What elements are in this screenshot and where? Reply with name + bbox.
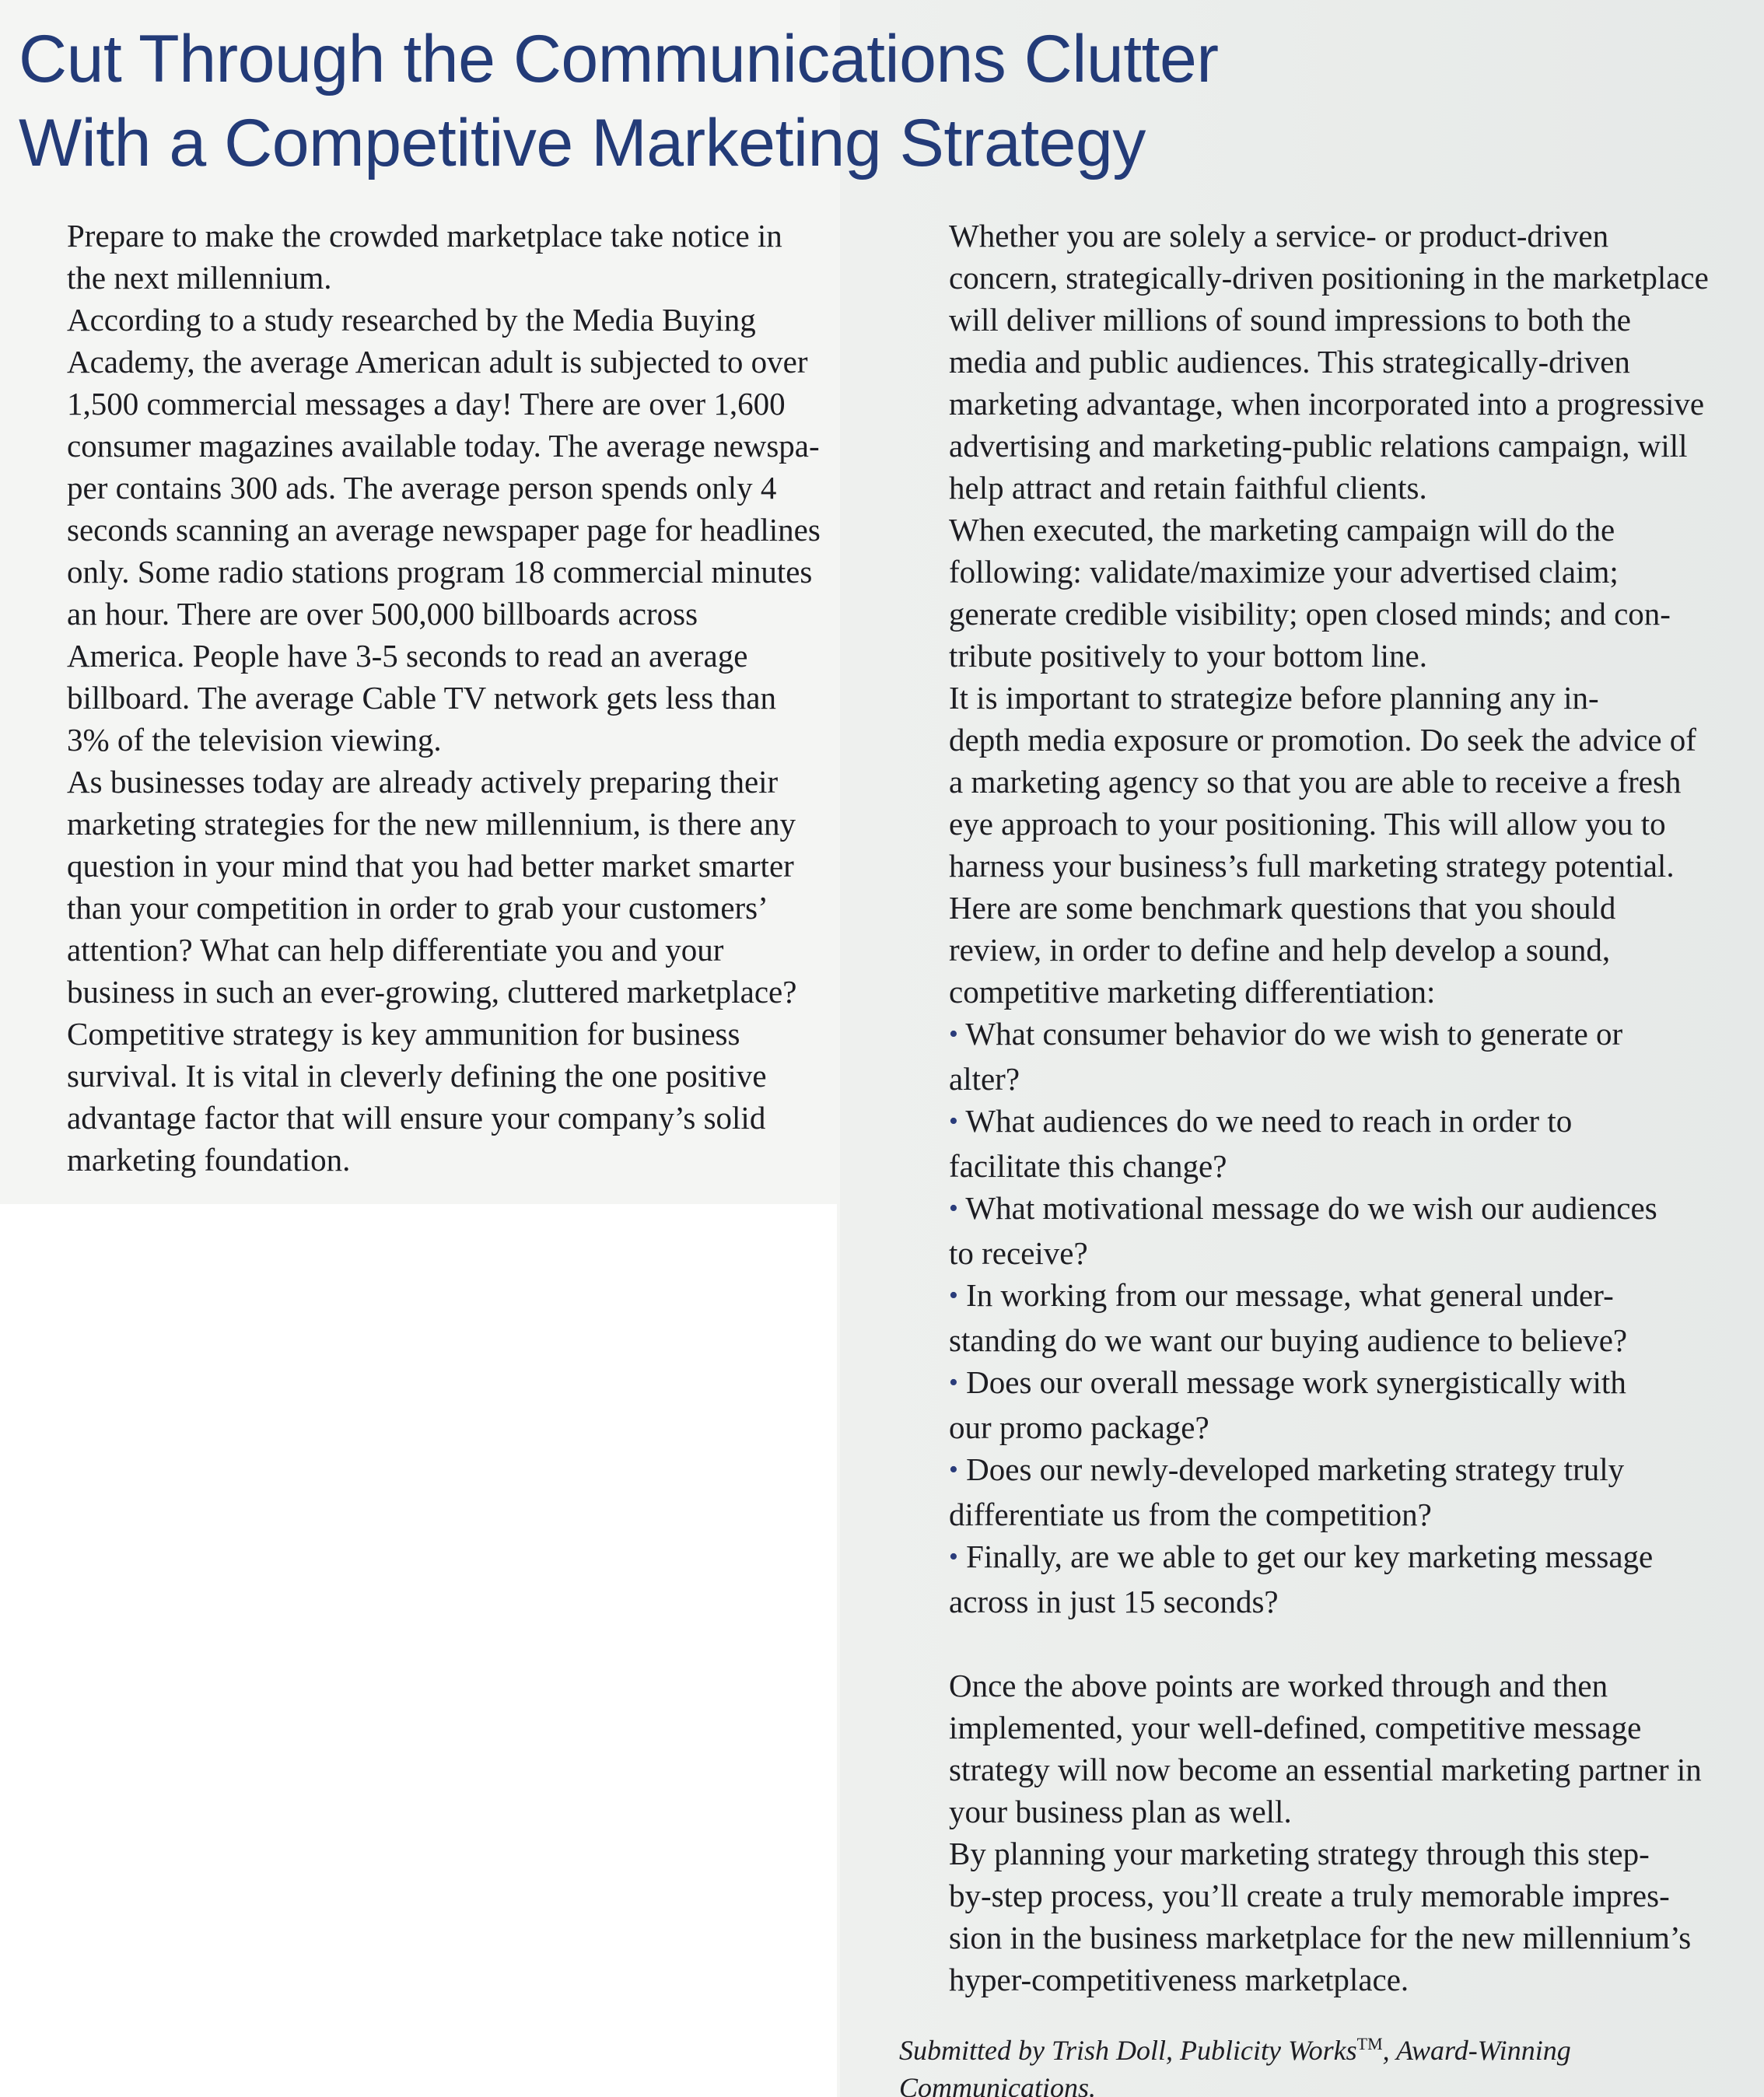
paragraph-businesses: As businesses today are already actively preparing their marketing strategies for the new millennium, is there any question in your mind that you had better market smarter than your competition in order to grab your customers’ attention? What can help differentiate you and your business in such an ever-growing, cluttered marketplace? (67, 764, 797, 1010)
trademark-mark: TM (1356, 2034, 1383, 2053)
headline-line-2: With a Competitive Marketing Strategy (19, 106, 1146, 180)
paragraph-strategize: It is important to strategize before planning any in- depth media exposure or promotion. Do seek the advice of a marketing agency so that you are able to receive a fresh eye approach to your positioning. This will allow you to harness your business’s full marketing strategy potential. (949, 680, 1696, 884)
bullet-icon: • (949, 1368, 958, 1397)
author-credit: Submitted by Trish Doll, Publicity Works™, Award-Winning Communications. (899, 2034, 1571, 2097)
headline-line-1: Cut Through the Communications Clutter (19, 22, 1219, 96)
paragraph-positioning: Whether you are solely a service- or product-driven concern, strategically-driven positioning in the marketplace will deliver millions of sound impressions to both the media and public audiences. This strategically-driven marketing advantage, when incorporated into a progressive advertising and marketing-public relations campaign, will help attract and retain faithful clients. (949, 218, 1709, 506)
paragraph-by-planning: By planning your marketing strategy through this step- by-step process, you’ll create a truly memorable impres- sion in the business marketplace for the new millennium’s hyper-competitiveness marketplace. (949, 1836, 1692, 1997)
left-column (19, 215, 866, 1181)
paragraph-once-above: Once the above points are worked through and then implemented, your well-defined, competitive message strategy will now become an essential marketing partner in your business plan as well. (949, 1668, 1702, 1829)
list-item: • Finally, are we able to get our key marketing message across in just 15 seconds? (949, 1539, 1654, 1619)
article-headline (19, 17, 1730, 185)
right-column (901, 215, 1756, 2001)
blank-area (0, 1204, 837, 2097)
benchmark-question-list (901, 1013, 1756, 1623)
paragraph-gap (901, 1623, 1756, 1665)
list-item: • What consumer behavior do we wish to generate or alter? (949, 1016, 1623, 1097)
paragraph-competitive-strategy: Competitive strategy is key ammunition for business survival. It is vital in cleverly defining the one positive advantage factor that will ensure your company’s solid marketing foundation. (67, 1016, 767, 1178)
bullet-icon: • (949, 1281, 958, 1310)
list-item: • In working from our message, what general under- standing do we want our buying audience to believe? (949, 1277, 1628, 1358)
bullet-icon: • (949, 1542, 958, 1571)
list-item: • What motivational message do we wish our audiences to receive? (949, 1190, 1657, 1271)
paragraph-study: According to a study researched by the Media Buying Academy, the average American adult is subjected to over 1,500 commercial messages a day! There are over 1,600 consumer magazines available today. The average newspa- per contains 300 ads. The average person spends only 4 seconds scanning an average newspaper page for headlines only. Some radio stations program 18 commercial minutes an hour. There are over 500,000 billboards across America. People have 3-5 seconds to read an average billboard. The average Cable TV network gets less than 3% of the television viewing. (67, 302, 821, 758)
paragraph-executed: When executed, the marketing campaign will do the following: validate/maximize your advertised claim; generate credible visibility; open closed minds; and con- tribute positively to your bottom line. (949, 512, 1671, 674)
paragraph-intro: Prepare to make the crowded marketplace take notice in the next millennium. (67, 218, 782, 296)
bullet-icon: • (949, 1020, 958, 1048)
bullet-icon: • (949, 1194, 958, 1223)
list-item: • Does our overall message work synergistically with our promo package? (949, 1364, 1626, 1445)
bullet-icon: • (949, 1455, 958, 1484)
list-item: • Does our newly-developed marketing strategy truly differentiate us from the competition? (949, 1451, 1625, 1532)
list-item: • What audiences do we need to reach in order to facilitate this change? (949, 1103, 1573, 1184)
bullet-icon: • (949, 1107, 958, 1136)
paragraph-benchmark: Here are some benchmark questions that you should review, in order to define and help develop a sound, competitive marketing differentiation: (949, 890, 1616, 1010)
